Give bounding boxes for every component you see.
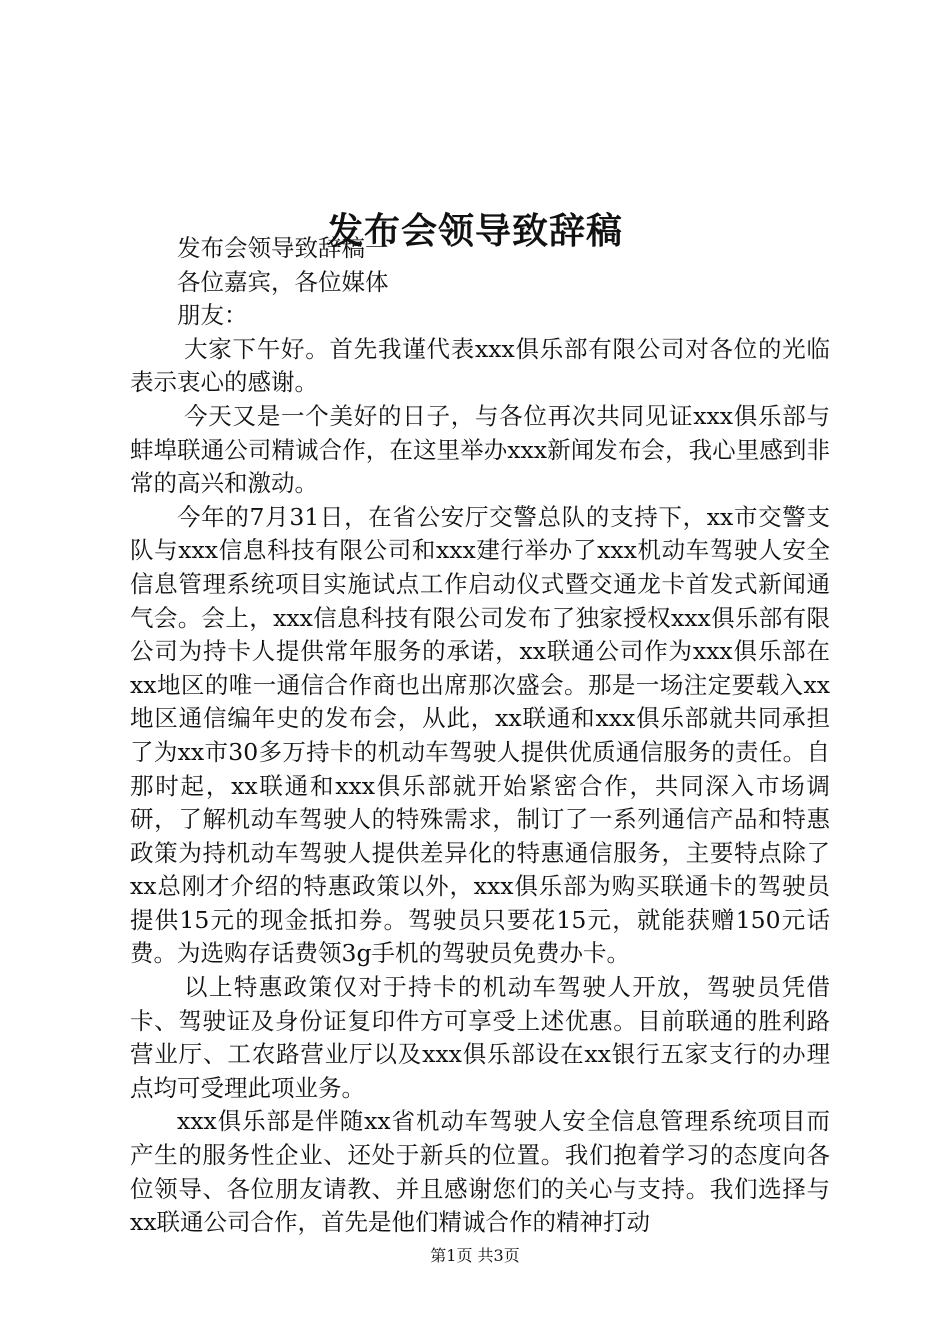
paragraph-salutation-cont: 朋友：: [177, 301, 248, 330]
document-title: 发布会领导致辞稿: [326, 210, 623, 253]
paragraph-salutation: 各位嘉宾，各位媒体: [177, 267, 389, 296]
paragraph-subtitle: 发布会领导致辞稿一: [177, 234, 389, 262]
document-body: [130, 232, 830, 1240]
paragraph-today: 今天又是一个美好的日子，与各位再次共同见证xxx俱乐部与蚌埠联通公司精诚合作，在这里举办xxx新闻发布会，我心里感到非常的高兴和激动。: [130, 401, 830, 498]
paragraph-greeting: 大家下午好。首先我谨代表xxx俱乐部有限公司对各位的光临表示衷心的感谢。: [130, 334, 830, 397]
paragraph-club: xxx俱乐部是伴随xx省机动车驾驶人安全信息管理系统项目而产生的服务性企业、还处于新兵的位置。我们抱着学习的态度向各位领导、各位朋友请教、并且感谢您们的关心与支持。我们选择与xx联通公司合作，首先是他们精诚合作的精神打动: [130, 1107, 830, 1237]
paragraph-history: 今年的7月31日，在省公安厅交警总队的支持下，xx市交警支队与xxx信息科技有限公司和xxx建行举办了xxx机动车驾驶人安全信息管理系统项目实施试点工作启动仪式暨交通龙卡首发式新闻通气会。会上，xxx信息科技有限公司发布了独家授权xxx俱乐部有限公司为持卡人提供常年服务的承诺，xx联通公司作为xxx俱乐部在xx地区的唯一通信合作商也出席那次盛会。那是一场注定要载入xx地区通信编年史的发布会，从此，xx联通和xxx俱乐部就共同承担了为xx市30多万持卡的机动车驾驶人提供优质通信服务的责任。自那时起，xx联通和xxx俱乐部就开始紧密合作，共同深入市场调研，了解机动车驾驶人的特殊需求，制订了一系列通信产品和特惠政策为持机动车驾驶人提供差异化的特惠通信服务，主要特点除了xx总刚才介绍的特惠政策以外，xxx俱乐部为购买联通卡的驾驶员提供15元的现金抵扣券。驾驶员只要花15元，就能获赠150元话费。为选购存话费领3g手机的驾驶员免费办卡。: [130, 502, 830, 968]
paragraph-policy: 以上特惠政策仅对于持卡的机动车驾驶人开放，驾驶员凭借卡、驾驶证及身份证复印件方可享受上述优惠。目前联通的胜利路营业厅、工农路营业厅以及xxx俱乐部设在xx银行五家支行的办理点均可受理此项业务。: [130, 973, 830, 1102]
page-number-footer: 第1页 共3页: [430, 1246, 520, 1265]
